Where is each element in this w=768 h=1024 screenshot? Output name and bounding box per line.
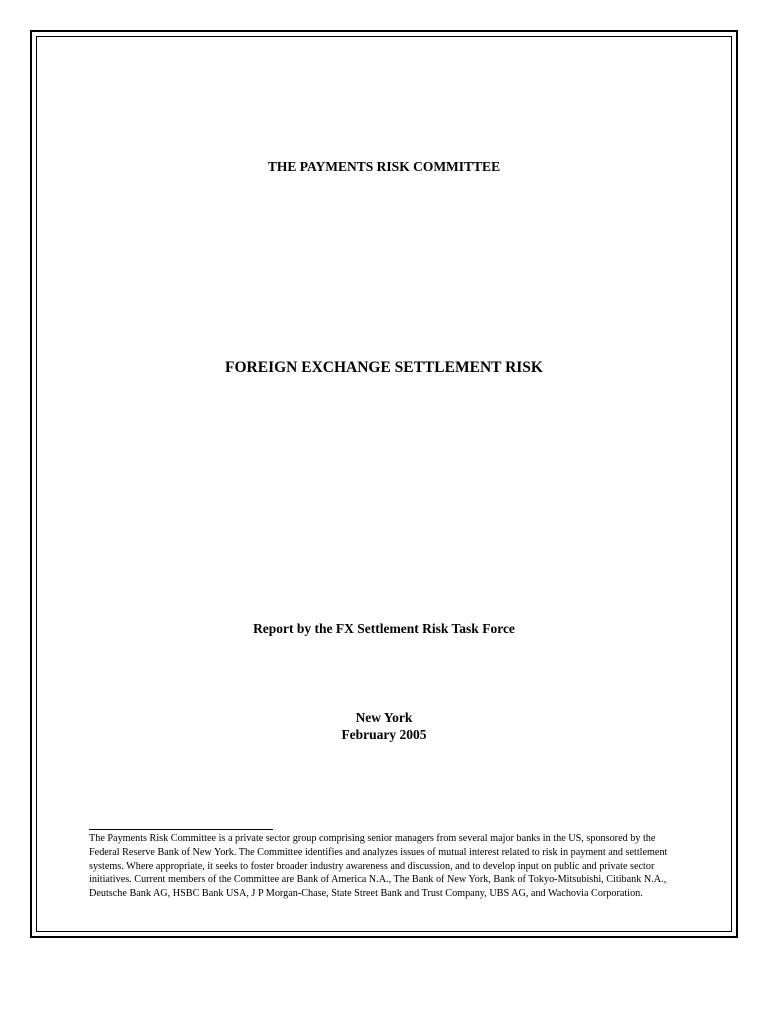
footnote-text: The Payments Risk Committee is a private sector group comprising senior managers from several major banks in the US, sponsored by the Federal Reserve Bank of New York. The Committee identifies and analyzes issues of mutual interest related to risk in payment and settlement systems. Where appropriate, it seeks to foster broader industry awareness and discussion, and to develop input on public and private sector initiatives. Current members of the Committee are Bank of America N.A., The Bank of New York, Bank of Tokyo-Mitsubishi, Citibank N.A., Deutsche Bank AG, HSBC Bank USA, J P Morgan-Chase, State Street Bank and Trust Company, UBS AG, and Wachovia Corporation. bbox=[89, 833, 668, 900]
document-title: FOREIGN EXCHANGE SETTLEMENT RISK bbox=[225, 359, 543, 376]
location: New York bbox=[355, 710, 413, 725]
location-date-block bbox=[0, 709, 768, 743]
committee-heading: THE PAYMENTS RISK COMMITTEE bbox=[267, 159, 501, 174]
footnote-separator bbox=[89, 829, 273, 830]
publication-date: February 2005 bbox=[341, 727, 427, 742]
document-subtitle: Report by the FX Settlement Risk Task Force bbox=[253, 621, 515, 636]
